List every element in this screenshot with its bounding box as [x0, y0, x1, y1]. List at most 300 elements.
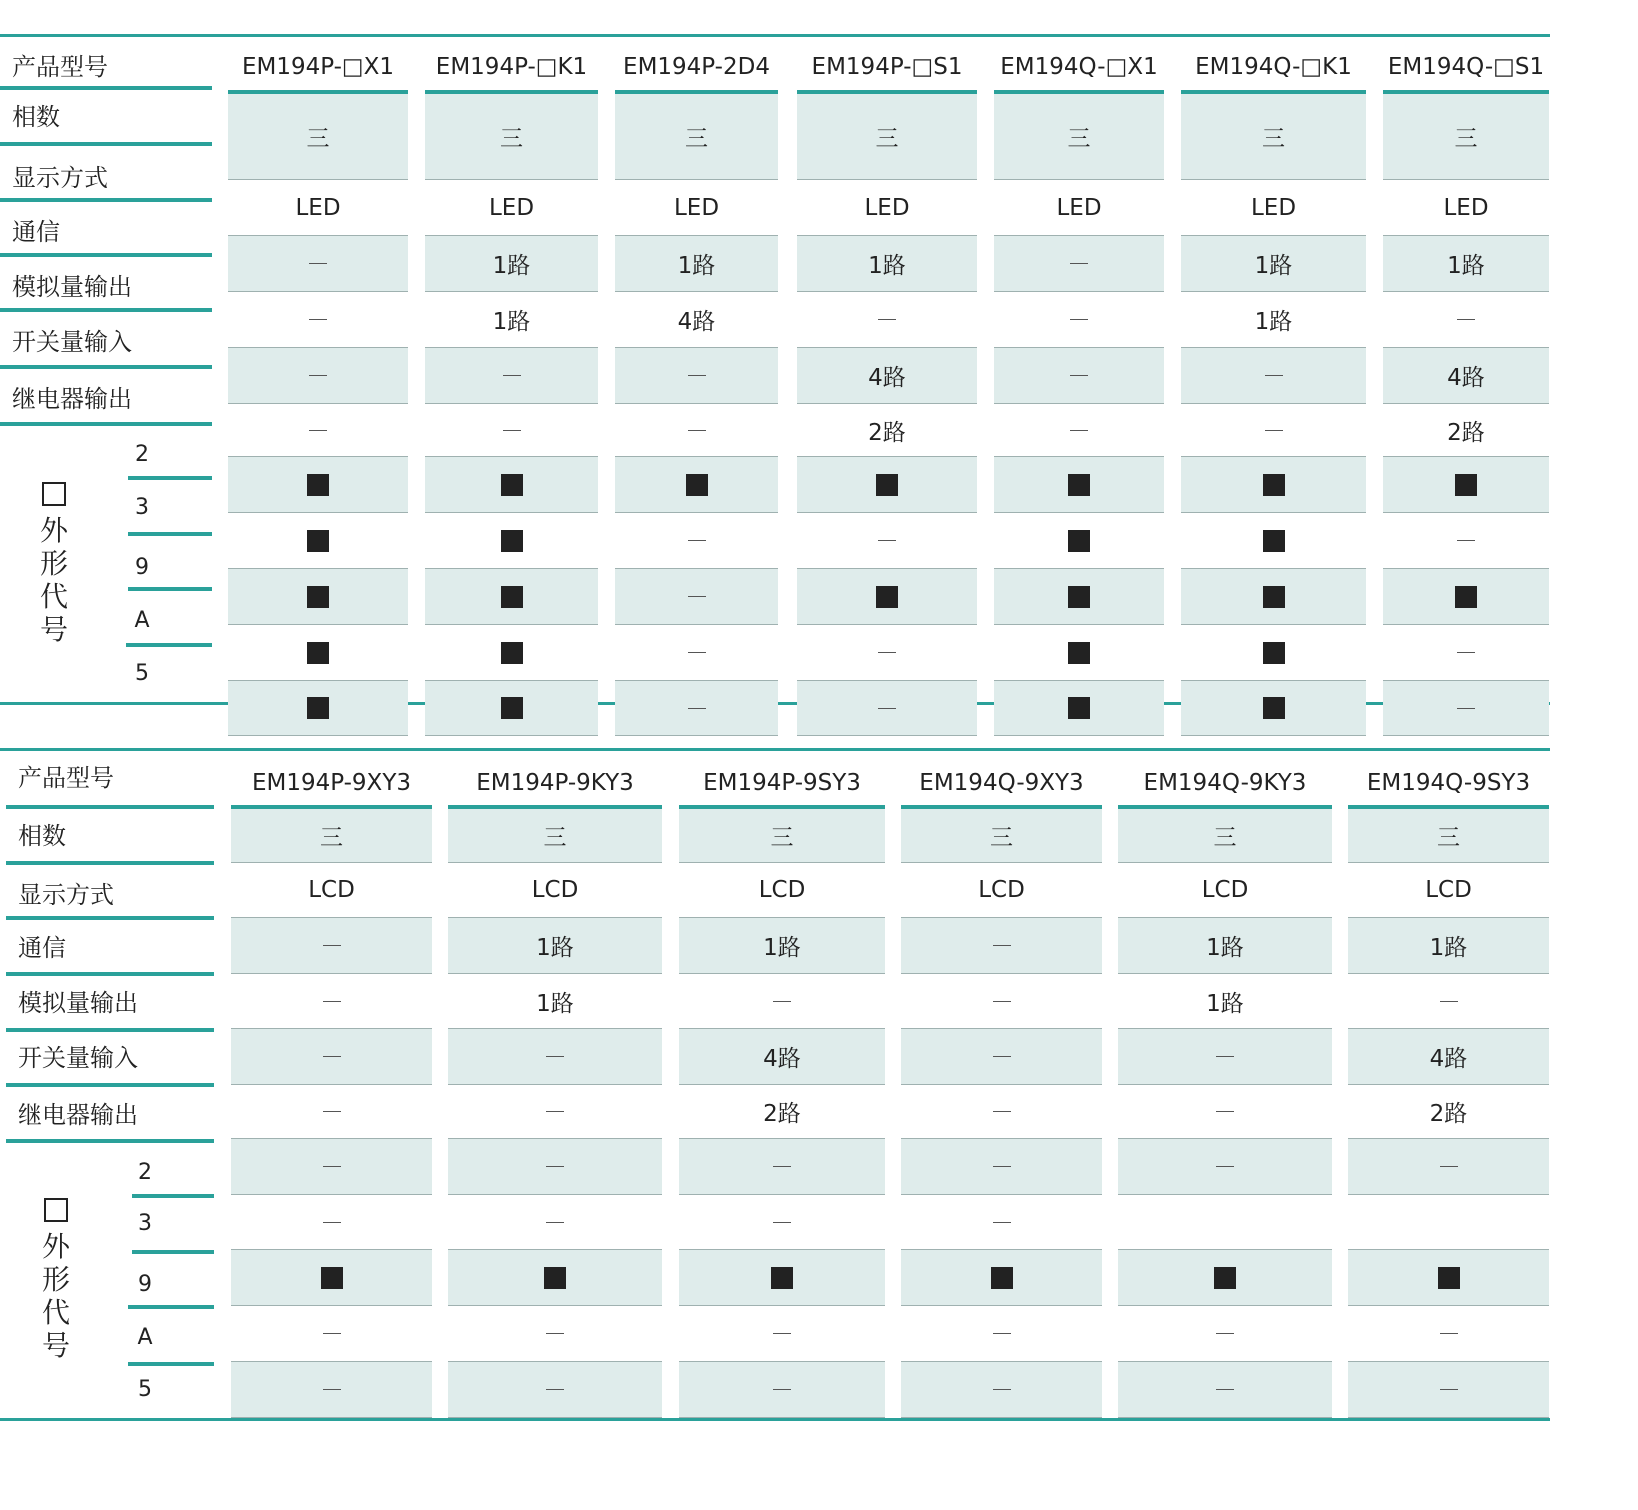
filled-square-icon — [501, 474, 523, 496]
model-name: EM194P-9KY3 — [476, 770, 634, 796]
table-cell — [1181, 457, 1366, 513]
table-top-rule — [0, 34, 1550, 37]
table-cell — [228, 90, 408, 180]
table-cell — [615, 513, 778, 569]
cell-value: 三 — [685, 126, 708, 152]
shape-code: 9 — [135, 555, 149, 580]
dash-icon — [546, 1389, 564, 1390]
table-cell — [231, 974, 432, 1029]
table-cell — [1181, 348, 1366, 404]
table-cell — [615, 681, 778, 736]
shape-label-char: 外 — [40, 514, 69, 547]
filled-square-icon — [1068, 586, 1090, 608]
row-label: 开关量输入 — [18, 1044, 138, 1072]
table-cell — [679, 1362, 885, 1418]
dash-icon — [309, 430, 327, 431]
table-cell — [797, 625, 977, 681]
table-cell — [994, 457, 1164, 513]
table-cell — [679, 1085, 885, 1139]
shape-code: 2 — [135, 442, 149, 467]
table-cell — [1118, 863, 1332, 918]
filled-square-icon — [544, 1267, 566, 1289]
dash-icon — [1265, 430, 1283, 431]
dash-icon — [546, 1111, 564, 1112]
table-cell — [1383, 348, 1549, 404]
table-cell — [425, 513, 598, 569]
table-cell — [1383, 681, 1549, 736]
model-name: EM194P-□X1 — [241, 54, 395, 80]
dash-icon — [878, 540, 896, 541]
row-label-underline — [0, 198, 212, 202]
filled-square-icon — [1263, 642, 1285, 664]
table-cell — [1181, 90, 1366, 180]
table-cell — [1118, 918, 1332, 974]
dash-icon — [309, 263, 327, 264]
dash-icon — [1457, 540, 1475, 541]
filled-square-icon — [501, 530, 523, 552]
cell-value: LED — [864, 194, 910, 221]
table-cell — [448, 1362, 662, 1418]
table-cell — [1118, 1250, 1332, 1306]
filled-square-icon — [1438, 1267, 1460, 1289]
table-cell — [1181, 236, 1366, 292]
spec-table-lcd — [0, 748, 1550, 1424]
cell-value: 三 — [543, 825, 567, 851]
dash-icon — [688, 540, 706, 541]
cell-value: LED — [1443, 194, 1489, 221]
table-cell — [231, 1195, 432, 1250]
table-cell — [425, 180, 598, 236]
filled-square-icon — [321, 1267, 343, 1289]
dash-icon — [1440, 1001, 1458, 1002]
filled-square-icon — [686, 474, 708, 496]
table-cell — [679, 1195, 885, 1250]
dash-icon — [1070, 430, 1088, 431]
cell-value: LCD — [531, 877, 579, 903]
cell-value: 三 — [306, 126, 330, 152]
row-label-underline — [0, 253, 212, 257]
table-cell — [1348, 918, 1549, 974]
row-label-underline — [0, 422, 212, 426]
table-cell — [615, 625, 778, 681]
table-cell — [228, 236, 408, 292]
filled-square-icon — [1263, 474, 1285, 496]
table-cell — [425, 681, 598, 736]
table-cell — [615, 348, 778, 404]
table-cell — [901, 805, 1102, 863]
row-label-underline — [0, 86, 212, 90]
table-cell — [797, 180, 977, 236]
table-cell — [797, 90, 977, 180]
table-top-rule — [0, 748, 1550, 751]
table-cell — [1383, 90, 1549, 180]
filled-square-icon — [876, 474, 898, 496]
cell-value: 1路 — [868, 253, 906, 279]
table-cell — [797, 513, 977, 569]
model-header-label: 产品型号 — [18, 764, 114, 792]
row-label-underline — [0, 308, 212, 312]
table-cell — [425, 236, 598, 292]
shape-code: A — [137, 1325, 153, 1350]
cell-value: 1路 — [677, 253, 716, 279]
filled-square-icon — [1455, 586, 1477, 608]
dash-icon — [1216, 1389, 1234, 1390]
table-cell — [448, 1250, 662, 1306]
shape-code-underline — [128, 1305, 214, 1309]
model-header-label: 产品型号 — [12, 53, 108, 81]
empty-box-symbol — [44, 1198, 68, 1222]
shape-code: 5 — [135, 661, 149, 686]
cell-value: 4路 — [763, 1046, 801, 1072]
table-cell — [448, 1029, 662, 1085]
cell-value: LED — [1250, 194, 1297, 221]
dash-icon — [878, 319, 896, 320]
table-cell — [797, 457, 977, 513]
table-cell — [679, 1139, 885, 1195]
filled-square-icon — [1263, 530, 1285, 552]
table-cell — [231, 1139, 432, 1195]
cell-value: 1路 — [536, 990, 574, 1017]
cell-value: 1路 — [1206, 990, 1244, 1017]
dash-icon — [1216, 1056, 1234, 1057]
dash-icon — [993, 945, 1011, 946]
table-cell — [994, 348, 1164, 404]
table-cell — [231, 863, 432, 918]
table-cell — [228, 348, 408, 404]
dash-icon — [773, 1166, 791, 1167]
table-cell — [1348, 1085, 1549, 1139]
row-label-underline — [6, 1083, 214, 1087]
table-cell — [901, 1139, 1102, 1195]
table-cell — [797, 681, 977, 736]
table-cell — [679, 805, 885, 863]
filled-square-icon — [501, 586, 523, 608]
dash-icon — [1070, 375, 1088, 376]
dash-icon — [1457, 708, 1475, 709]
filled-square-icon — [307, 697, 329, 719]
cell-value: LCD — [1201, 877, 1249, 903]
row-label: 显示方式 — [12, 164, 108, 192]
table-cell — [425, 404, 598, 457]
dash-icon — [323, 1333, 341, 1334]
table-cell — [615, 90, 778, 180]
row-label: 模拟量输出 — [18, 989, 138, 1017]
dash-icon — [323, 1222, 341, 1223]
table-cell — [228, 180, 408, 236]
table-cell — [228, 513, 408, 569]
cell-value: 三 — [1067, 126, 1091, 152]
shape-code: 9 — [138, 1272, 152, 1297]
table-cell — [425, 348, 598, 404]
filled-square-icon — [307, 586, 329, 608]
table-cell — [679, 1306, 885, 1362]
table-cell — [679, 1250, 885, 1306]
shape-code-label — [42, 1198, 70, 1362]
table-cell — [1181, 292, 1366, 348]
table-cell — [425, 569, 598, 625]
table-cell — [1383, 292, 1549, 348]
cell-value: 4路 — [1429, 1046, 1468, 1072]
cell-value: 2路 — [1447, 419, 1485, 446]
shape-code-label — [40, 482, 68, 646]
dash-icon — [688, 430, 706, 431]
cell-value: LED — [488, 194, 535, 221]
row-label-underline — [6, 1139, 214, 1143]
model-name: EM194Q-9KY3 — [1143, 770, 1307, 796]
table-cell — [231, 1029, 432, 1085]
dash-icon — [993, 1001, 1011, 1002]
shape-code-underline — [128, 532, 212, 536]
filled-square-icon — [307, 642, 329, 664]
dash-icon — [309, 319, 327, 320]
table-cell — [1118, 1085, 1332, 1139]
table-cell — [228, 681, 408, 736]
row-label: 模拟量输出 — [12, 273, 132, 301]
cell-value: 2路 — [763, 1101, 801, 1127]
filled-square-icon — [771, 1267, 793, 1289]
table-cell — [231, 1306, 432, 1362]
model-name: EM194Q-□S1 — [1387, 54, 1545, 80]
dash-icon — [1070, 263, 1088, 264]
table-cell — [1181, 681, 1366, 736]
table-cell — [448, 1139, 662, 1195]
cell-value: LED — [673, 194, 720, 221]
dash-icon — [323, 1111, 341, 1112]
filled-square-icon — [501, 642, 523, 664]
shape-code-underline — [132, 1194, 214, 1198]
cell-value: 三 — [1437, 825, 1460, 851]
shape-code-underline — [126, 643, 212, 647]
table-cell — [797, 292, 977, 348]
table-cell — [448, 1306, 662, 1362]
cell-value: 三 — [770, 825, 794, 851]
dash-icon — [1457, 319, 1475, 320]
filled-square-icon — [1068, 642, 1090, 664]
shape-code-underline — [128, 476, 212, 480]
dash-icon — [993, 1222, 1011, 1223]
table-cell — [228, 292, 408, 348]
table-cell — [1383, 625, 1549, 681]
table-cell — [1181, 180, 1366, 236]
cell-value: LED — [295, 194, 341, 221]
dash-icon — [1457, 652, 1475, 653]
table-bottom-rule — [0, 1418, 1550, 1421]
row-label-underline — [6, 805, 214, 809]
row-label-underline — [0, 142, 212, 146]
filled-square-icon — [1214, 1267, 1236, 1289]
table-cell — [994, 404, 1164, 457]
dash-icon — [323, 1166, 341, 1167]
row-label: 显示方式 — [18, 881, 114, 909]
filled-square-icon — [1068, 474, 1090, 496]
shape-code: 5 — [138, 1377, 152, 1402]
table-cell — [1181, 513, 1366, 569]
cell-value: 三 — [320, 825, 343, 851]
table-cell — [1348, 863, 1549, 918]
cell-value: 三 — [875, 126, 899, 152]
filled-square-icon — [307, 530, 329, 552]
shape-code: A — [134, 608, 150, 633]
filled-square-icon — [991, 1267, 1013, 1289]
table-cell — [1118, 1362, 1332, 1418]
row-label-underline — [0, 365, 212, 369]
cell-value: 1路 — [492, 309, 531, 335]
table-cell — [425, 292, 598, 348]
cell-value: 三 — [1213, 825, 1237, 851]
dash-icon — [993, 1333, 1011, 1334]
shape-code: 3 — [135, 495, 149, 520]
row-label: 相数 — [12, 103, 60, 131]
table-cell — [994, 513, 1164, 569]
dash-icon — [309, 375, 327, 376]
table-cell — [425, 90, 598, 180]
empty-box-symbol — [42, 482, 66, 506]
dash-icon — [993, 1166, 1011, 1167]
dash-icon — [1440, 1389, 1458, 1390]
dash-icon — [993, 1111, 1011, 1112]
table-cell — [1181, 404, 1366, 457]
model-name: EM194P-□S1 — [811, 54, 963, 80]
table-cell — [615, 569, 778, 625]
row-label-underline — [6, 916, 214, 920]
cell-value: 三 — [1262, 126, 1285, 152]
row-label: 开关量输入 — [12, 328, 132, 356]
cell-value: 三 — [500, 126, 523, 152]
table-cell — [448, 918, 662, 974]
dash-icon — [1216, 1111, 1234, 1112]
filled-square-icon — [501, 697, 523, 719]
filled-square-icon — [1455, 474, 1477, 496]
cell-value: 2路 — [1429, 1101, 1468, 1127]
dash-icon — [1216, 1166, 1234, 1167]
table-cell — [1348, 1362, 1549, 1418]
table-cell — [901, 1085, 1102, 1139]
table-cell — [1181, 625, 1366, 681]
shape-code-underline — [128, 587, 212, 591]
table-cell — [448, 805, 662, 863]
table-cell — [1118, 1029, 1332, 1085]
dash-icon — [688, 596, 706, 597]
spec-table-led — [0, 34, 1550, 708]
table-cell — [231, 918, 432, 974]
cell-value: 1路 — [763, 935, 801, 961]
dash-icon — [546, 1056, 564, 1057]
dash-icon — [323, 1389, 341, 1390]
row-label: 相数 — [18, 822, 66, 850]
dash-icon — [773, 1333, 791, 1334]
table-cell — [1383, 180, 1549, 236]
dash-icon — [503, 375, 521, 376]
table-cell — [901, 1362, 1102, 1418]
shape-code: 2 — [138, 1160, 152, 1185]
table-cell — [1181, 569, 1366, 625]
table-cell — [1383, 236, 1549, 292]
cell-value: LCD — [1425, 877, 1472, 903]
table-cell — [1383, 404, 1549, 457]
table-cell — [797, 404, 977, 457]
model-name: EM194Q-□K1 — [1195, 54, 1352, 80]
row-label: 继电器输出 — [12, 385, 132, 413]
table-cell — [1348, 1029, 1549, 1085]
table-cell — [228, 404, 408, 457]
table-cell — [615, 457, 778, 513]
shape-label-char: 外 — [42, 1230, 71, 1263]
table-cell — [994, 292, 1164, 348]
shape-label-char: 号 — [40, 613, 69, 646]
shape-label-char: 代 — [40, 580, 69, 613]
model-name: EM194P-9SY3 — [703, 770, 861, 796]
cell-value: LCD — [308, 877, 355, 903]
cell-value: 2路 — [868, 419, 906, 446]
dash-icon — [503, 430, 521, 431]
shape-code-underline — [132, 1250, 214, 1254]
shape-label-char: 形 — [40, 547, 69, 580]
cell-value: 4路 — [1447, 365, 1485, 391]
table-cell — [615, 180, 778, 236]
table-cell — [1383, 457, 1549, 513]
table-cell — [994, 625, 1164, 681]
table-cell — [901, 918, 1102, 974]
table-cell — [679, 974, 885, 1029]
table-cell — [797, 348, 977, 404]
dash-icon — [688, 708, 706, 709]
shape-label-char: 号 — [42, 1329, 71, 1362]
table-cell — [615, 404, 778, 457]
row-label: 通信 — [18, 934, 66, 962]
dash-icon — [688, 652, 706, 653]
table-cell — [231, 1085, 432, 1139]
cell-value: 1路 — [1206, 935, 1244, 961]
dash-icon — [546, 1166, 564, 1167]
dash-icon — [773, 1389, 791, 1390]
filled-square-icon — [876, 586, 898, 608]
table-cell — [994, 90, 1164, 180]
model-name: EM194P-2D4 — [623, 54, 770, 80]
table-cell — [425, 625, 598, 681]
cell-value: 1路 — [492, 253, 531, 279]
row-label: 通信 — [12, 218, 60, 246]
shape-code: 3 — [138, 1211, 152, 1236]
cell-value: 1路 — [536, 935, 574, 961]
cell-value: 1路 — [1429, 935, 1468, 961]
table-cell — [994, 180, 1164, 236]
table-cell — [231, 1250, 432, 1306]
filled-square-icon — [307, 474, 329, 496]
dash-icon — [323, 945, 341, 946]
cell-value: 三 — [1454, 126, 1478, 152]
dash-icon — [773, 1001, 791, 1002]
shape-label-char: 形 — [42, 1263, 71, 1296]
cell-value: 三 — [990, 825, 1013, 851]
table-cell — [901, 863, 1102, 918]
dash-icon — [688, 375, 706, 376]
cell-value: 1路 — [1254, 253, 1293, 279]
dash-icon — [993, 1389, 1011, 1390]
table-cell — [1118, 1139, 1332, 1195]
table-cell — [901, 1029, 1102, 1085]
cell-value: 1路 — [1447, 253, 1485, 279]
shape-code-underline — [128, 1362, 214, 1366]
table-cell — [994, 569, 1164, 625]
row-label-underline — [6, 861, 214, 865]
table-cell — [679, 918, 885, 974]
table-cell — [448, 1085, 662, 1139]
model-name: EM194P-9XY3 — [251, 770, 411, 796]
table-cell — [994, 681, 1164, 736]
table-cell — [1383, 569, 1549, 625]
model-name: EM194Q-9SY3 — [1366, 770, 1531, 796]
dash-icon — [1216, 1333, 1234, 1334]
